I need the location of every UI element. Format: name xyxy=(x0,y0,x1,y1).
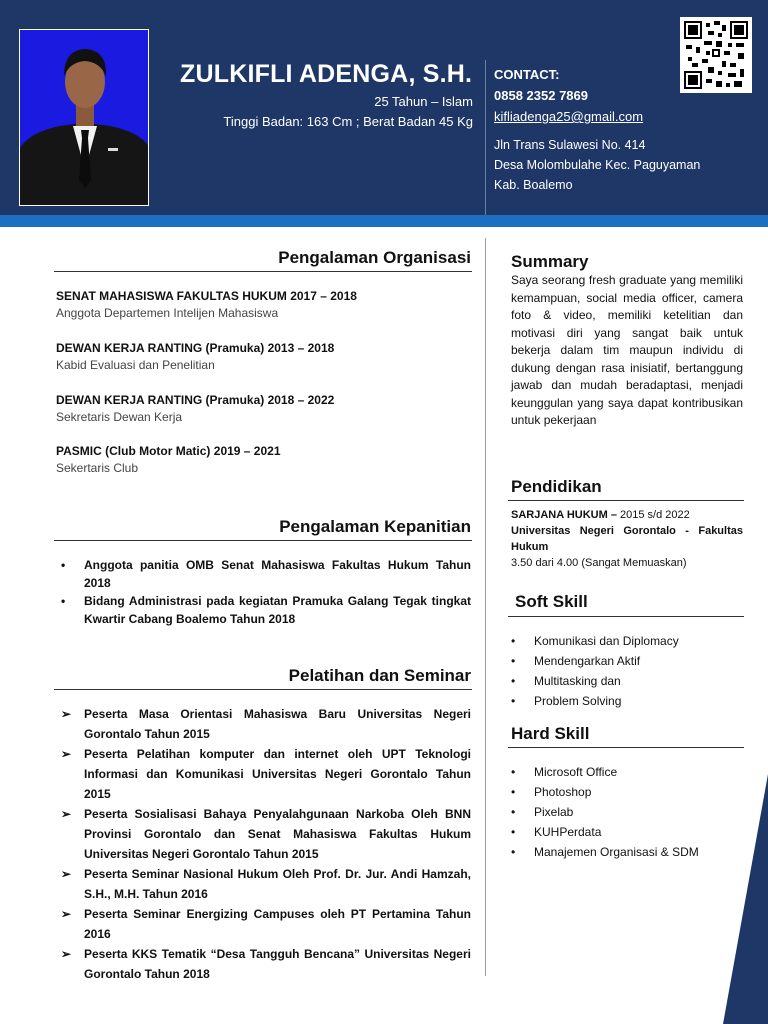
bullet-icon: • xyxy=(511,674,516,688)
profile-photo xyxy=(19,29,149,206)
section-title-pendidikan: Pendidikan xyxy=(511,477,602,496)
arrow-bullet-icon: ➢ xyxy=(61,707,72,721)
list-item xyxy=(56,744,471,804)
section-title-summary: Summary xyxy=(511,252,589,271)
list-item xyxy=(56,904,471,944)
bullet-icon: • xyxy=(511,785,516,799)
education-entry xyxy=(511,507,743,571)
list-item xyxy=(511,802,699,822)
list-item-text: Peserta Seminar Nasional Hukum Oleh Prof. Dr. Jur. Andi Hamzah, S.H., M.H. Tahun 2016 xyxy=(84,867,471,901)
skill-text: Problem Solving xyxy=(534,694,622,708)
section-rule xyxy=(54,540,472,541)
section-title-pelatihan: Pelatihan dan Seminar xyxy=(288,666,471,685)
list-item xyxy=(56,704,471,744)
list-item-text: Peserta Masa Orientasi Mahasiswa Baru Universitas Negeri Gorontalo Tahun 2015 xyxy=(84,707,471,741)
list-item xyxy=(56,804,471,864)
list-item-text: Peserta Pelatihan komputer dan internet oleh UPT Teknologi Informasi dan Komunikasi Universitas Negeri Gorontalo Tahun 2015 xyxy=(84,747,471,801)
list-item xyxy=(511,822,699,842)
org-role: Sekretaris Dewan Kerja xyxy=(56,410,183,424)
section-rule xyxy=(54,689,472,690)
address-line: Kab. Boalemo xyxy=(494,178,573,192)
bullet-icon: • xyxy=(511,845,516,859)
soft-skill-list xyxy=(511,631,679,711)
org-title: DEWAN KERJA RANTING (Pramuka) 2018 – 2022 xyxy=(56,393,335,407)
bullet-icon: • xyxy=(61,558,66,572)
age-religion: 25 Tahun – Islam xyxy=(374,94,473,109)
arrow-bullet-icon: ➢ xyxy=(61,747,72,761)
org-title: SENAT MAHASISWA FAKULTAS HUKUM 2017 – 2018 xyxy=(56,289,357,303)
org-role: Kabid Evaluasi dan Penelitian xyxy=(56,358,215,372)
kepanitiaan-list xyxy=(56,557,471,629)
education-years: 2015 s/d 2022 xyxy=(616,509,690,521)
org-item xyxy=(56,443,476,477)
list-item xyxy=(511,782,699,802)
list-item-text: Anggota panitia OMB Senat Mahasiswa Fakultas Hukum Tahun 2018 xyxy=(84,558,471,590)
list-item xyxy=(56,593,471,628)
arrow-bullet-icon: ➢ xyxy=(61,907,72,921)
arrow-bullet-icon: ➢ xyxy=(61,807,72,821)
list-item-text: Peserta Seminar Energizing Campuses oleh PT Pertamina Tahun 2016 xyxy=(84,907,471,941)
skill-text: Photoshop xyxy=(534,785,592,799)
address xyxy=(494,135,700,195)
org-title: PASMIC (Club Motor Matic) 2019 – 2021 xyxy=(56,444,281,458)
org-role: Sekertaris Club xyxy=(56,461,139,475)
arrow-bullet-icon: ➢ xyxy=(61,867,72,881)
list-item xyxy=(511,631,679,651)
skill-text: Manajemen Organisasi & SDM xyxy=(534,845,699,859)
list-item xyxy=(511,842,699,862)
bullet-icon: • xyxy=(511,634,516,648)
list-item-text: Bidang Administrasi pada kegiatan Pramuka Galang Tegak tingkat Kwartir Cabang Boalemo Tahun 2018 xyxy=(84,594,471,626)
gpa: 3.50 dari 4.00 (Sangat Memuaskan) xyxy=(511,557,687,569)
org-role: Anggota Departemen Intelijen Mahasiswa xyxy=(56,306,279,320)
skill-text: Microsoft Office xyxy=(534,765,618,779)
bullet-icon: • xyxy=(511,825,516,839)
height-weight: Tinggi Badan: 163 Cm ; Berat Badan 45 Kg xyxy=(223,114,473,129)
bullet-icon: • xyxy=(61,594,66,608)
contact-label: CONTACT: xyxy=(494,67,560,82)
section-rule xyxy=(54,271,472,272)
skill-text: Mendengarkan Aktif xyxy=(534,654,641,668)
section-title-soft-skill: Soft Skill xyxy=(515,592,588,611)
org-title: DEWAN KERJA RANTING (Pramuka) 2013 – 2018 xyxy=(56,341,335,355)
university: Universitas Negeri Gorontalo - Fakultas Hukum xyxy=(511,525,743,553)
list-item xyxy=(511,762,699,782)
list-item xyxy=(511,691,679,711)
org-item xyxy=(56,340,476,374)
candidate-name: ZULKIFLI ADENGA, S.H. xyxy=(180,60,473,88)
degree: SARJANA HUKUM – xyxy=(511,509,617,521)
list-item-text: Peserta Sosialisasi Bahaya Penyalahgunaan Narkoba Oleh BNN Provinsi Gorontalo dan Senat Mahasiswa Fakultas Hukum Universitas Negeri Gorontalo Tahun 2015 xyxy=(84,807,471,861)
list-item-text: Peserta KKS Tematik “Desa Tangguh Bencana” Universitas Negeri Gorontalo Tahun 2018 xyxy=(84,947,471,981)
section-rule xyxy=(508,747,744,748)
skill-text: Pixelab xyxy=(534,805,574,819)
section-title-organisasi: Pengalaman Organisasi xyxy=(278,248,471,267)
corner-decoration xyxy=(723,774,768,1024)
bullet-icon: • xyxy=(511,654,516,668)
bullet-icon: • xyxy=(511,694,516,708)
column-divider xyxy=(485,238,486,976)
bullet-icon: • xyxy=(511,805,516,819)
email-link[interactable]: kifliadenga25@gmail.com xyxy=(494,109,644,124)
address-line: Jln Trans Sulawesi No. 414 xyxy=(494,138,646,152)
org-item xyxy=(56,392,476,426)
phone-number: 0858 2352 7869 xyxy=(494,88,588,103)
org-item xyxy=(56,288,476,322)
pelatihan-list xyxy=(56,704,471,984)
arrow-bullet-icon: ➢ xyxy=(61,947,72,961)
section-title-kepanitian: Pengalaman Kepanitian xyxy=(279,517,471,536)
skill-text: Komunikasi dan Diplomacy xyxy=(534,634,679,648)
list-item xyxy=(56,864,471,904)
skill-text: KUHPerdata xyxy=(534,825,602,839)
section-rule xyxy=(508,500,744,501)
list-item xyxy=(56,944,471,984)
list-item xyxy=(511,671,679,691)
address-line: Desa Molombulahe Kec. Paguyaman xyxy=(494,158,701,172)
list-item xyxy=(511,651,679,671)
hard-skill-list xyxy=(511,762,699,862)
contact-block xyxy=(494,64,700,195)
list-item xyxy=(56,557,471,592)
skill-text: Multitasking dan xyxy=(534,674,621,688)
qr-code[interactable] xyxy=(680,17,752,93)
section-title-hard-skill: Hard Skill xyxy=(511,724,590,743)
accent-strip xyxy=(0,215,768,227)
bullet-icon: • xyxy=(511,765,516,779)
section-rule xyxy=(508,616,744,617)
summary-text: Saya seorang fresh graduate yang memiliki kemampuan, social media officer, camera foto & video, memiliki ketelitian dan motivasi diri yang sangat baik untuk bekerja dalam tim maupun individu di dukung dengan rasa inisiatif, bertanggung jawab dan mudah beradaptasi, menjadi keunggulan yang saya dapat kontribusikan untuk pekerjaan xyxy=(511,273,743,427)
header-divider xyxy=(485,60,486,215)
